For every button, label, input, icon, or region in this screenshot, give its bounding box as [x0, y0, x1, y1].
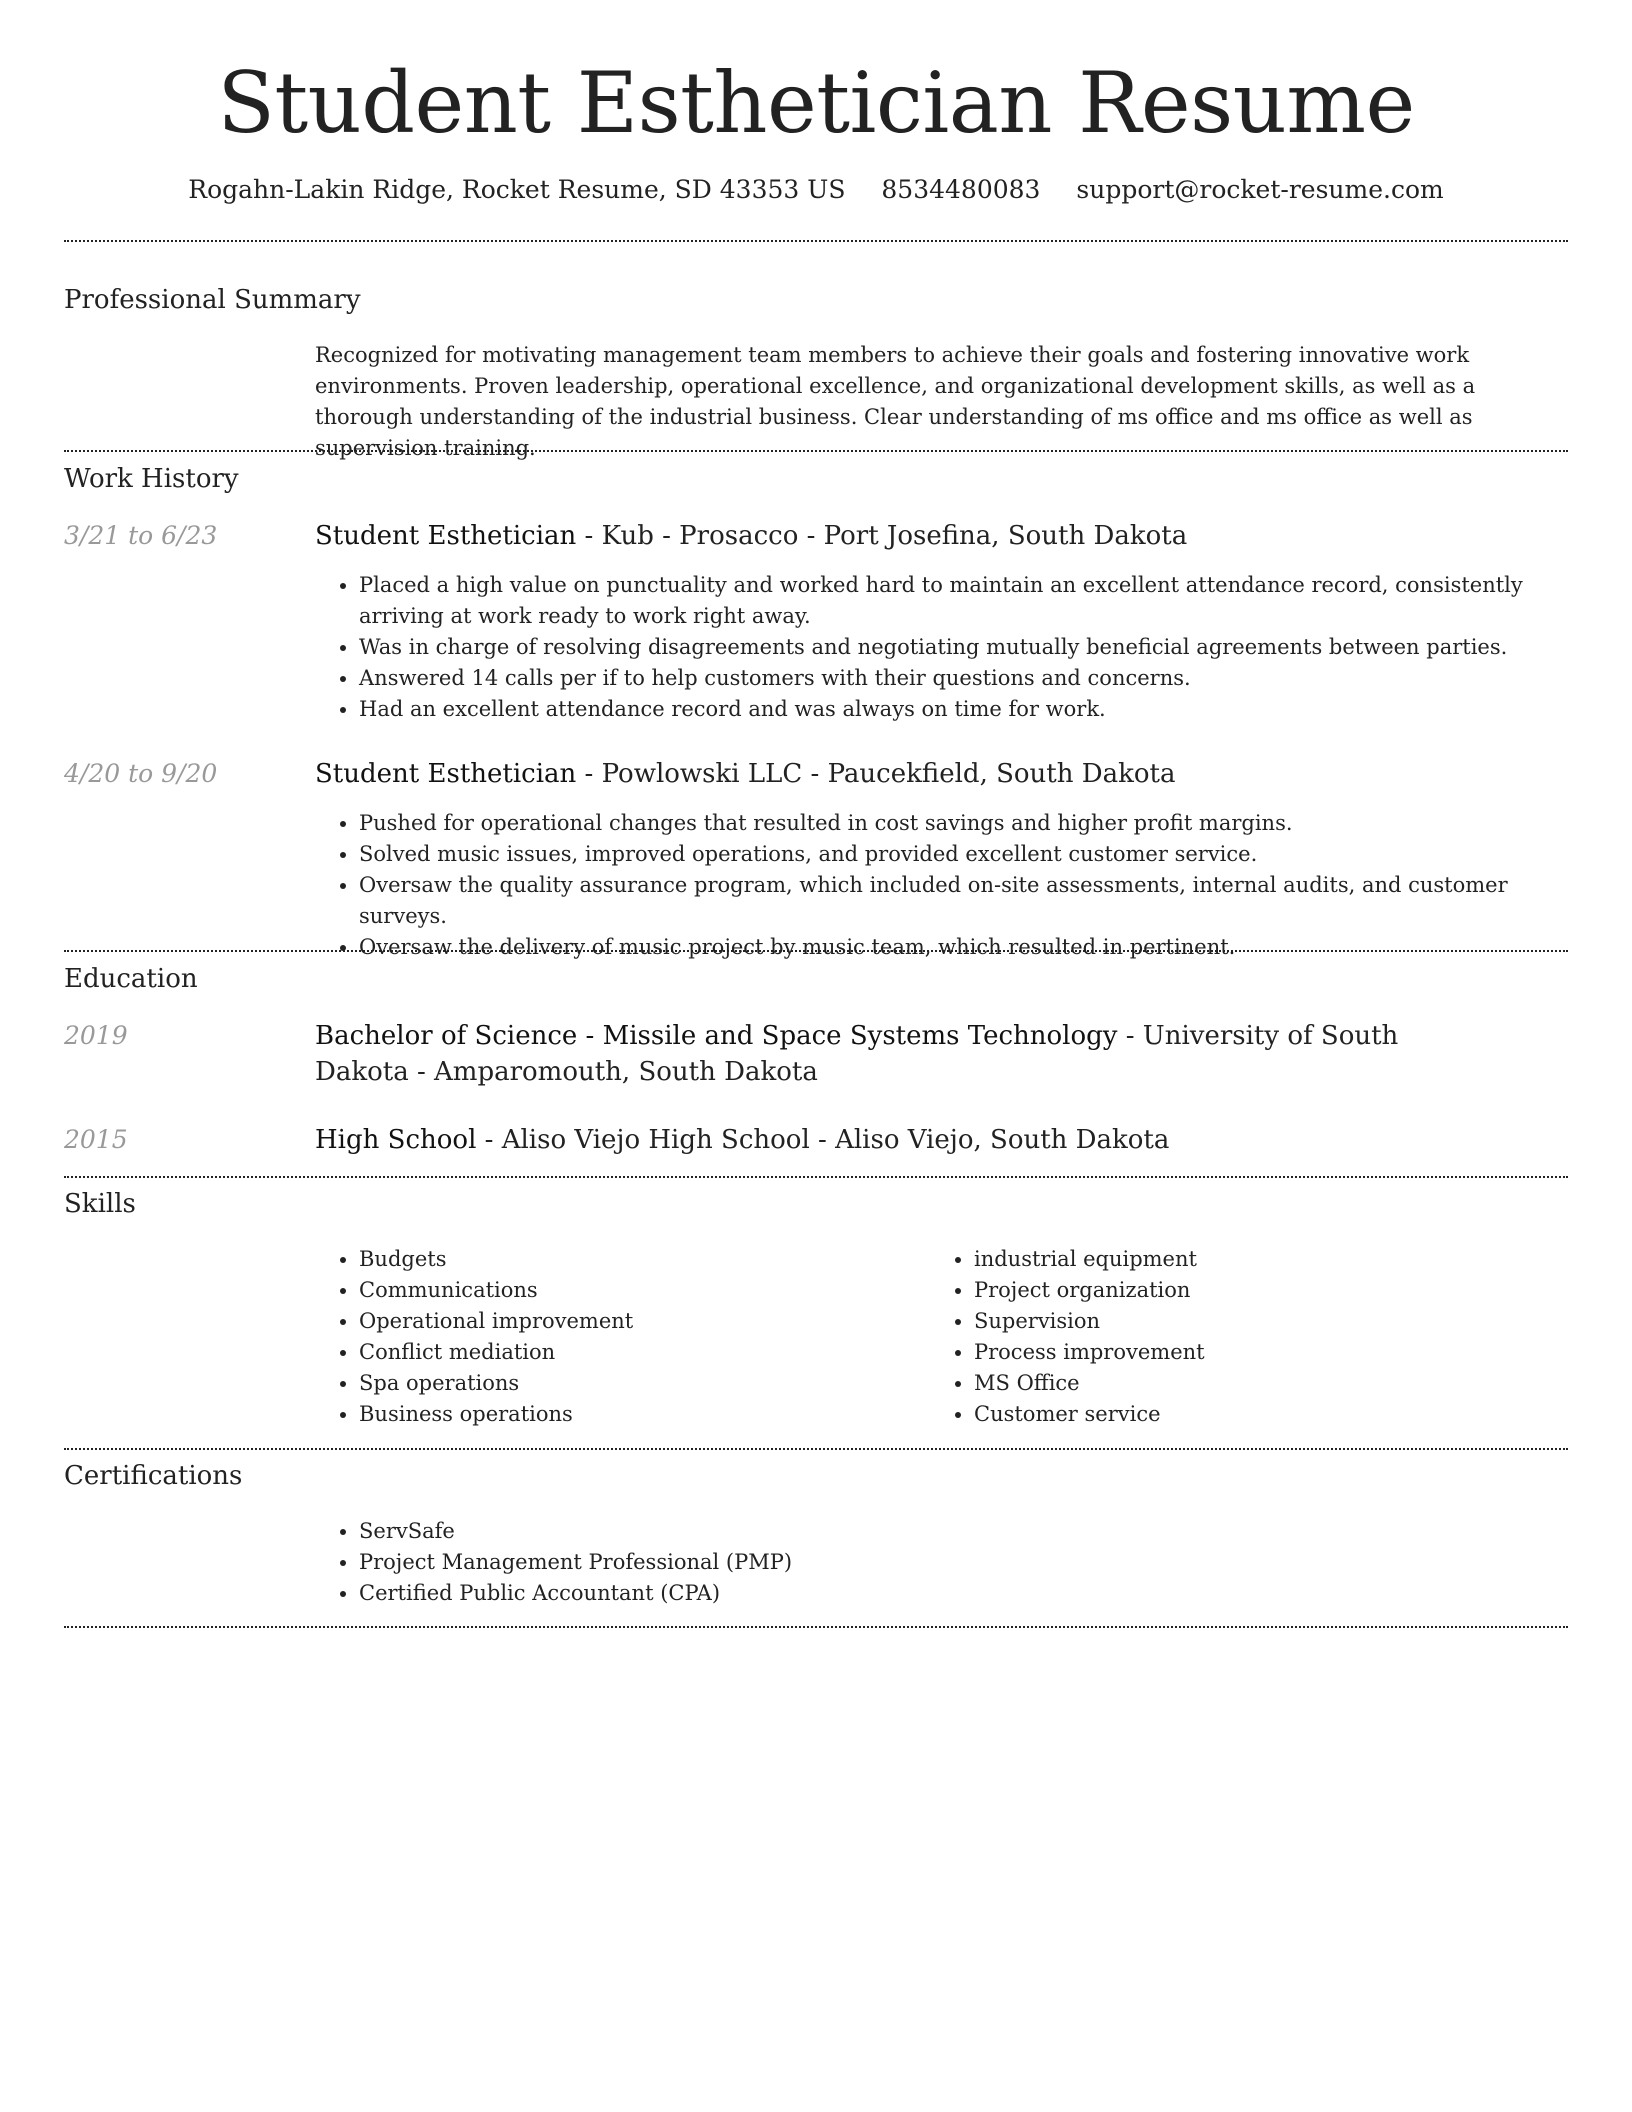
job-employer: - Kub - Prosacco - Port Josefina, South Dakota [576, 521, 1188, 551]
summary-heading: Professional Summary [64, 285, 361, 315]
list-item: • Had an excellent attendance record and was always on time for work. [359, 694, 1599, 725]
job-dates: 3/21 to 6/23 [64, 521, 218, 550]
degree: High School [315, 1125, 477, 1155]
job-bullets [315, 570, 1599, 725]
education-heading: Education [64, 964, 198, 994]
education-line [315, 1018, 1465, 1090]
skills-list-right [930, 1244, 1534, 1430]
degree: Bachelor of Science - Missile and Space Systems Technology [315, 1021, 1118, 1051]
certifications-list [315, 1516, 1599, 1609]
phone: 8534480083 [881, 175, 1041, 204]
list-item: • Project Management Professional (PMP) [359, 1547, 1599, 1578]
job-bullets [315, 808, 1599, 963]
list-item: • MS Office [974, 1368, 1534, 1399]
job-title: Student Esthetician [315, 521, 577, 551]
list-item: • Answered 14 calls per if to help customers with their questions and concerns. [359, 663, 1599, 694]
school: - Aliso Viejo High School - Aliso Viejo, South Dakota [476, 1125, 1170, 1155]
job-employer: - Powlowski LLC - Paucekfield, South Dakota [576, 759, 1176, 789]
list-item: • Customer service [974, 1399, 1534, 1430]
list-item: • Budgets [359, 1244, 919, 1275]
list-item: • Conflict mediation [359, 1337, 919, 1368]
skills-heading: Skills [64, 1189, 136, 1219]
list-item: • ServSafe [359, 1516, 1599, 1547]
list-item: • Communications [359, 1275, 919, 1306]
certifications-heading: Certifications [64, 1461, 243, 1491]
education-year: 2015 [64, 1125, 128, 1154]
divider [64, 1176, 1568, 1178]
job-dates: 4/20 to 9/20 [64, 759, 218, 788]
divider [64, 240, 1568, 242]
divider [64, 1448, 1568, 1450]
divider [64, 450, 1568, 452]
job-title-line [315, 518, 1555, 554]
education-year: 2019 [64, 1021, 128, 1050]
list-item: • Project organization [974, 1275, 1534, 1306]
address: Rogahn-Lakin Ridge, Rocket Resume, SD 43353 US [188, 175, 846, 204]
list-item: • Process improvement [974, 1337, 1534, 1368]
divider [64, 950, 1568, 952]
list-item: • Solved music issues, improved operations, and provided excellent customer service. [359, 839, 1599, 870]
divider [64, 1626, 1568, 1628]
job-title-line [315, 756, 1555, 792]
email: support@rocket-resume.com [1076, 175, 1444, 204]
list-item: • industrial equipment [974, 1244, 1534, 1275]
list-item: • Spa operations [359, 1368, 919, 1399]
job-title: Student Esthetician [315, 759, 577, 789]
work-history-heading: Work History [64, 464, 239, 494]
list-item: • Operational improvement [359, 1306, 919, 1337]
list-item: • Business operations [359, 1399, 919, 1430]
education-line [315, 1122, 1555, 1158]
skills-list-left [315, 1244, 919, 1430]
list-item: • Was in charge of resolving disagreements and negotiating mutually beneficial agreements between parties. [359, 632, 1599, 663]
school: - University of South Dakota - Amparomouth, South Dakota [315, 1021, 1399, 1087]
list-item: • Oversaw the quality assurance program, which included on-site assessments, internal audits, and customer surveys. [359, 870, 1599, 932]
summary-text: Recognized for motivating management team members to achieve their goals and fostering innovative work environments. Proven leadership, operational excellence, and organizational development skills, as well as a thorough understanding of the industrial business. Clear understanding of ms office and ms office as well as supervision training. [315, 343, 1476, 460]
contact-line [0, 170, 1632, 210]
list-item: • Oversaw the delivery of music project by music team, which resulted in pertinent. [359, 932, 1599, 963]
list-item: • Certified Public Accountant (CPA) [359, 1578, 1599, 1609]
list-item: • Pushed for operational changes that resulted in cost savings and higher profit margins. [359, 808, 1599, 839]
list-item: • Placed a high value on punctuality and worked hard to maintain an excellent attendance record, consistently arriving at work ready to work right away. [359, 570, 1599, 632]
resume-title: Student Esthetician Resume [217, 54, 1415, 152]
list-item: • Supervision [974, 1306, 1534, 1337]
